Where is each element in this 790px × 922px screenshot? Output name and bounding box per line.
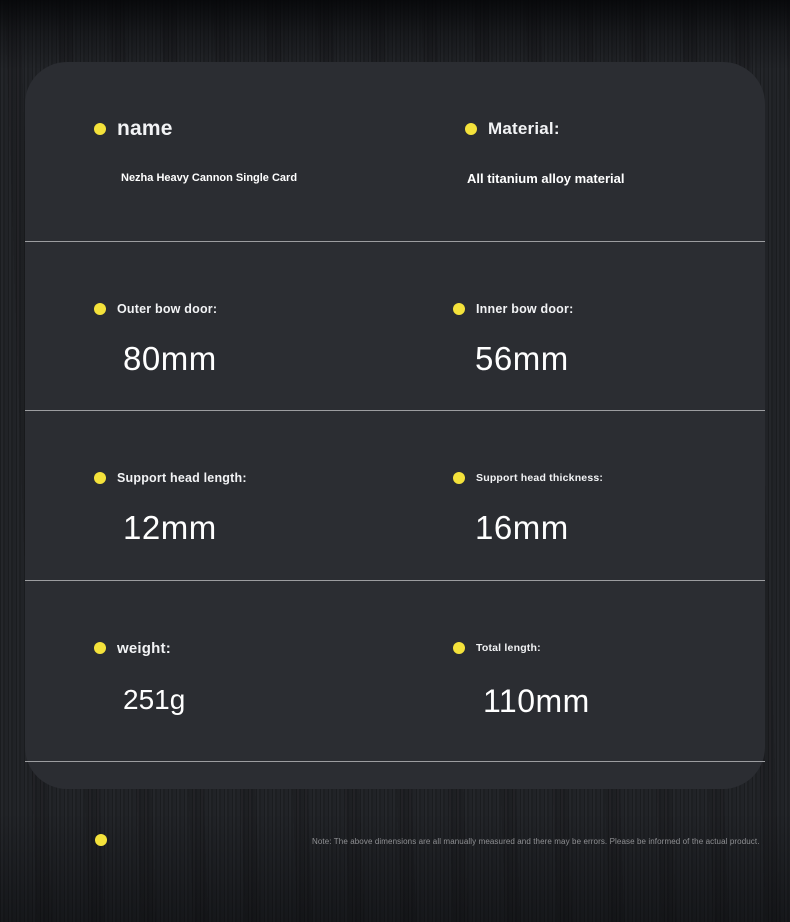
bullet-dot-icon <box>94 123 106 135</box>
spec-cell-weight <box>94 581 414 761</box>
spec-cell-material <box>465 62 785 241</box>
spec-label-support-head-thickness: Support head thickness: <box>476 472 604 484</box>
spec-cell-inner-bow-door <box>453 242 773 410</box>
spec-value-material: All titanium alloy material <box>467 171 625 186</box>
spec-label-inner-bow-door: Inner bow door: <box>476 302 574 316</box>
spec-value-weight: 251g <box>123 684 186 715</box>
spec-value-total-length: 110mm <box>483 683 590 719</box>
spec-row-name-material <box>25 62 765 242</box>
spec-card <box>25 62 765 789</box>
spec-label-total-length: Total length: <box>476 642 541 654</box>
bullet-dot-icon <box>465 123 477 135</box>
bullet-dot-icon <box>453 642 465 654</box>
spec-label-support-head-length: Support head length: <box>117 471 247 485</box>
spec-label-outer-bow-door: Outer bow door: <box>117 302 218 316</box>
spec-value-outer-bow-door: 80mm <box>123 340 217 377</box>
spec-row-support-head <box>25 411 765 581</box>
spec-value-name: Nezha Heavy Cannon Single Card <box>121 172 298 184</box>
bullet-dot-icon <box>94 642 106 654</box>
spec-label-line <box>94 641 171 655</box>
spec-cell-outer-bow-door <box>94 242 414 410</box>
bullet-dot-icon <box>94 472 106 484</box>
spec-label-line <box>94 117 173 140</box>
spec-row-weight-length <box>25 581 765 762</box>
spec-cell-total-length <box>453 581 773 761</box>
spec-label-line <box>94 302 217 316</box>
spec-row-bow-doors <box>25 242 765 411</box>
bullet-dot-icon <box>453 303 465 315</box>
bullet-dot-icon <box>95 834 107 846</box>
spec-label-line <box>453 302 573 316</box>
spec-cell-support-head-length <box>94 411 414 580</box>
spec-label-line <box>94 471 247 485</box>
spec-label-name: name <box>117 117 173 140</box>
note-text: Note: The above dimensions are all manually measured and there may be errors. Please be informed of the actual product. <box>312 837 760 846</box>
bullet-dot-icon <box>453 472 465 484</box>
spec-label-line <box>465 119 560 138</box>
spec-label-line <box>453 471 603 485</box>
spec-value-inner-bow-door: 56mm <box>475 340 569 377</box>
spec-value-support-head-thickness: 16mm <box>475 509 569 546</box>
bullet-dot-icon <box>94 303 106 315</box>
spec-value-support-head-length: 12mm <box>123 509 217 546</box>
spec-cell-name <box>94 62 414 241</box>
spec-cell-support-head-thickness <box>453 411 773 580</box>
spec-label-weight: weight: <box>117 639 171 657</box>
spec-label-line <box>453 641 541 655</box>
spec-label-material: Material: <box>488 119 560 138</box>
